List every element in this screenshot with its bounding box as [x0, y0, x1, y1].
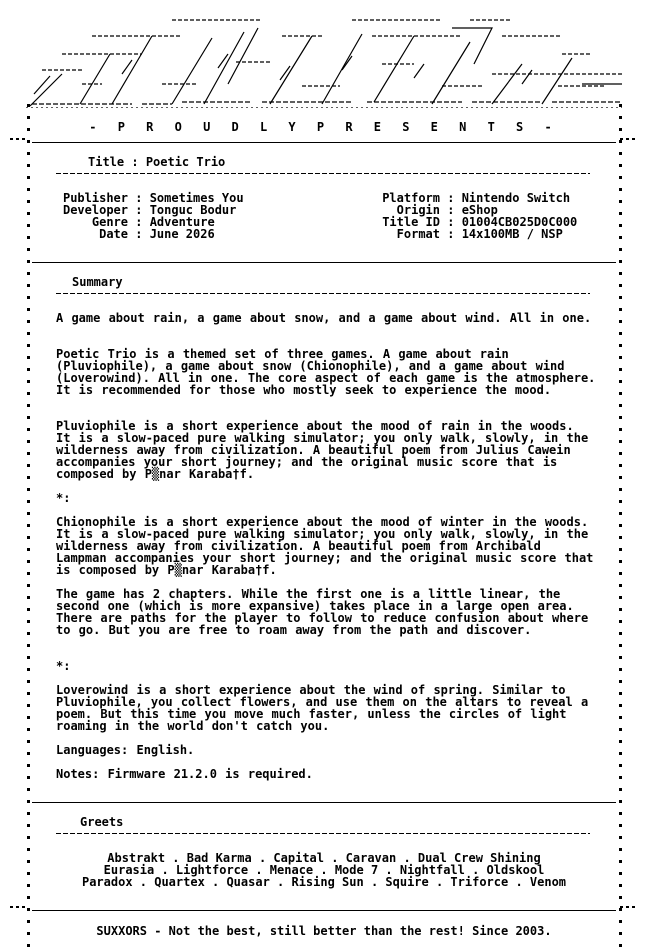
info-row: Date : June 2026 [56, 228, 244, 240]
info-row: Origin : eShop [376, 204, 577, 216]
footer-tagline: SUXXORS - Not the best, still better than the rest! Since 2003. [96, 924, 552, 938]
info-key: Date [99, 227, 128, 241]
game-title: Poetic Trio [145, 155, 226, 169]
info-key: Genre [91, 215, 128, 229]
frame-tick [620, 138, 638, 140]
frame-tick [620, 906, 638, 908]
summary-separator: *: [56, 491, 71, 505]
info-key: Origin [396, 203, 440, 217]
info-row: Format : 14x100MB / NSP [376, 228, 577, 240]
info-row: Title ID : 01004CB025D0C000 [376, 216, 577, 228]
proudly-presents: - P R O U D L Y P R E S E N T S - [89, 120, 559, 134]
divider [32, 802, 616, 803]
info-right [376, 192, 577, 240]
info-key: Title ID [382, 215, 440, 229]
frame-right-border [619, 104, 622, 948]
summary-paragraph: Chionophile is a short experience about the mood of winter in the woods. It is a slow-paced pure walking simulator; you only walk, slowly, in the wilderness away from civilization. A beautiful poem from Archibald Lampman accompanies your short journey; and the original music score that is composed by P▒nar Karaba†f. [56, 515, 594, 577]
greets-line: Paradox . Quartex . Quasar . Rising Sun . Squire . Triforce . Venom [81, 875, 567, 889]
info-row: Platform : Nintendo Switch [376, 192, 577, 204]
info-value: eShop [461, 203, 498, 217]
frame-left-border [27, 104, 30, 948]
title-label: Title [88, 155, 125, 169]
info-row: Genre : Adventure [56, 216, 244, 228]
summary-paragraph: Pluviophile is a short experience about the mood of rain in the woods. It is a slow-paced pure walking simulator; you only walk, slowly, in the wilderness away from civilization. A beautiful poem from Julius Cawein accompanies your short journey; and the original music score that is composed by P▒nar Karaba†f. [56, 419, 589, 481]
dashed-divider [56, 173, 590, 174]
info-key: Format [396, 227, 440, 241]
group-logo [22, 14, 626, 108]
dashed-divider [56, 293, 590, 294]
greets-line: Eurasia . Lightforce . Menace . Mode 7 . Nightfall . Oldskool [103, 863, 545, 877]
summary-paragraph: The game has 2 chapters. While the first one is a little linear, the second one (which is more expansive) takes place in a large open area. There are paths for the player to follow to reduce confusion about where to go. But you are free to roam away from the path and discover. [56, 587, 589, 637]
info-key: Publisher [62, 191, 128, 205]
divider [32, 142, 616, 143]
notes: Notes: Firmware 21.2.0 is required. [56, 767, 313, 781]
info-key: Developer [62, 203, 128, 217]
summary-paragraph: A game about rain, a game about snow, and a game about wind. All in one. [56, 311, 592, 325]
info-value: Adventure [149, 215, 215, 229]
info-value: 14x100MB / NSP [461, 227, 563, 241]
greets-line: Abstrakt . Bad Karma . Capital . Caravan . Dual Crew Shining [107, 851, 541, 865]
languages: Languages: English. [56, 743, 195, 757]
info-value: Tonguc Bodur [149, 203, 237, 217]
summary-heading: Summary [72, 275, 123, 289]
summary-paragraph: Poetic Trio is a themed set of three games. A game about rain (Pluviophile), a game about snow (Chionophile), and a game about wind (Loverowind). All in one. The core aspect of each game is the atmosphere. It is recommended for those who mostly seek to experience the mood. [56, 347, 596, 397]
summary-paragraph: Loverowind is a short experience about the wind of spring. Similar to Pluviophile, you collect flowers, and use them on the altars to reveal a poem. But this time you move much faster, unless the circles of light roaming in the world don't catch you. [56, 683, 589, 733]
info-value: Sometimes You [149, 191, 244, 205]
info-row: Developer : Tonguc Bodur [56, 204, 244, 216]
greets-heading: Greets [80, 815, 124, 829]
info-value: June 2026 [149, 227, 215, 241]
info-value: Nintendo Switch [461, 191, 571, 205]
frame-tick [10, 906, 28, 908]
dashed-divider [56, 833, 590, 834]
divider [32, 262, 616, 263]
summary-separator: *: [56, 659, 71, 673]
title-row: Title : Poetic Trio [88, 155, 226, 169]
frame-tick [10, 138, 28, 140]
info-key: Platform [382, 191, 440, 205]
info-row: Publisher : Sometimes You [56, 192, 244, 204]
info-left [56, 192, 244, 240]
divider [32, 910, 616, 911]
info-value: 01004CB025D0C000 [461, 215, 578, 229]
